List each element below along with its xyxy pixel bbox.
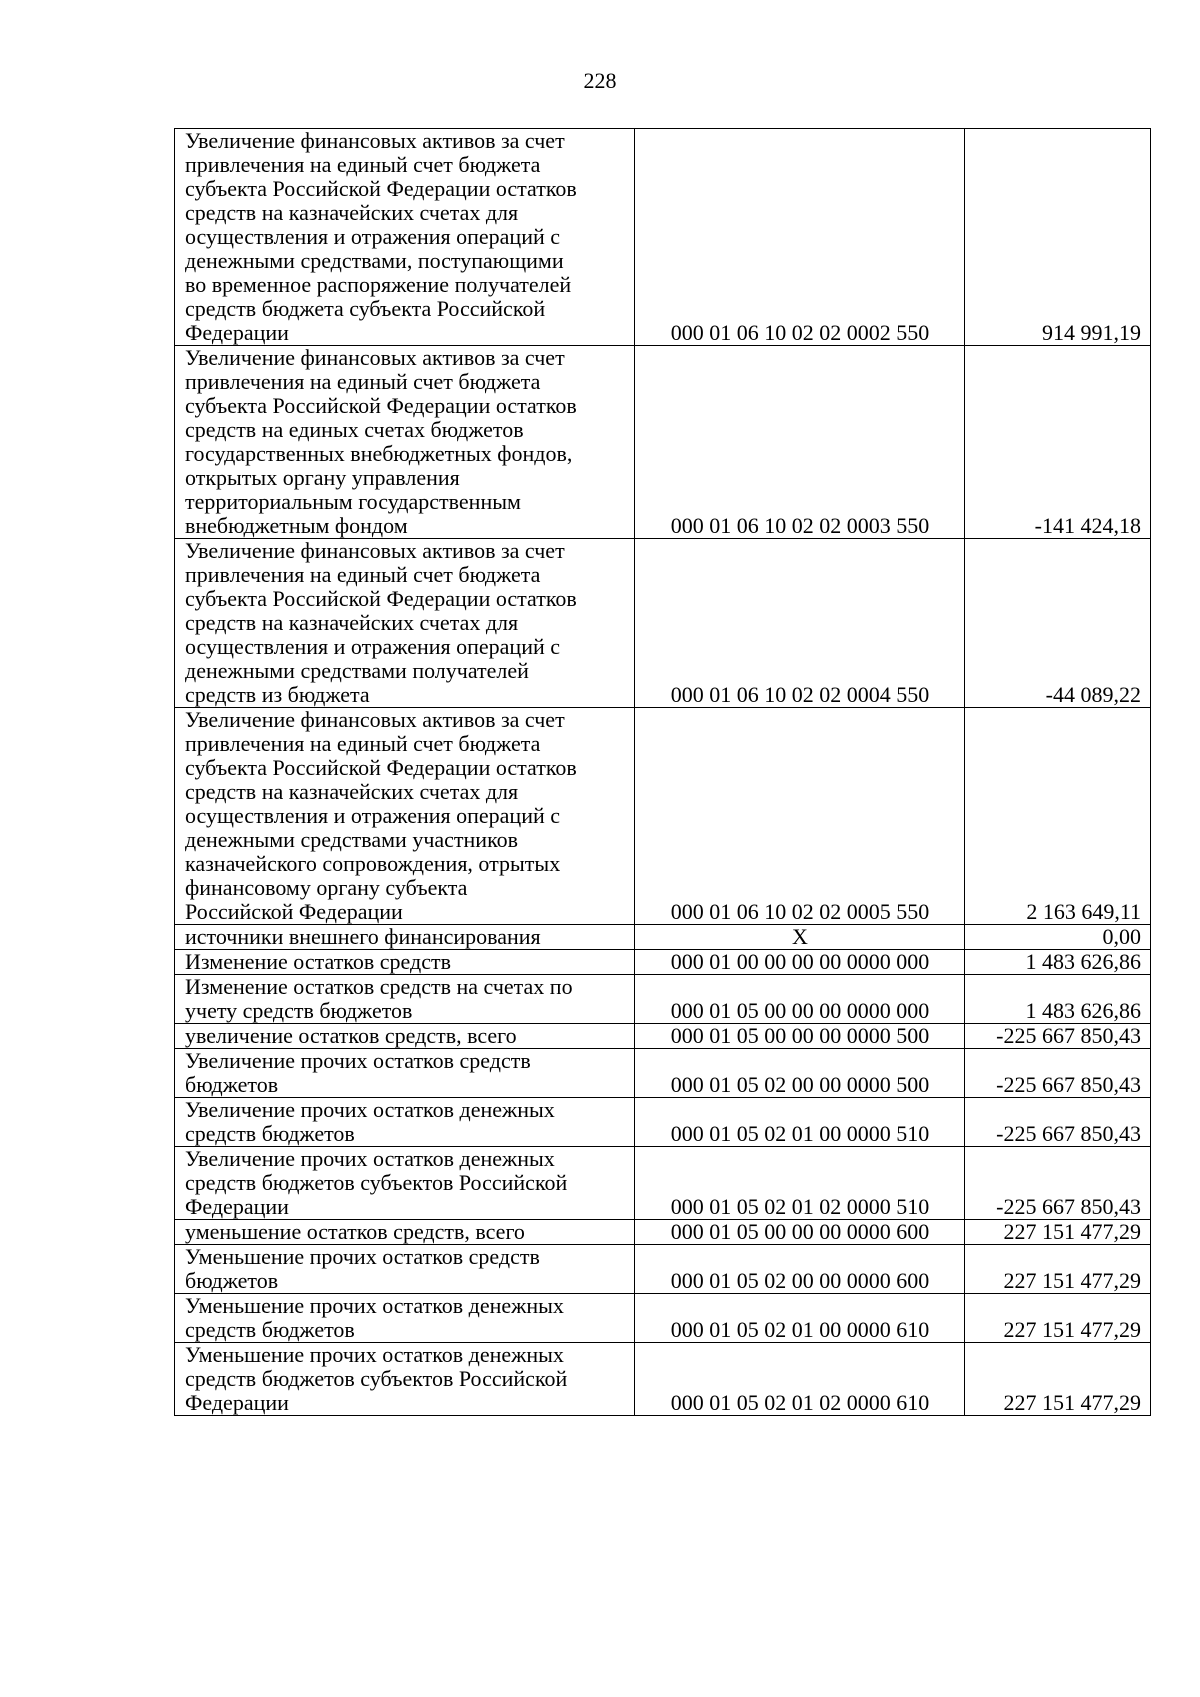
row-name: Уменьшение прочих остатков средств бюджетов <box>175 1245 635 1294</box>
row-code: 000 01 06 10 02 02 0003 550 <box>635 346 965 539</box>
table-row <box>175 950 1151 975</box>
row-name: Увеличение финансовых активов за счет привлечения на единый счет бюджета субъекта Российской Федерации остатков средств на казначейских счетах для осуществления и отражения операций с денежными средствами участников казначейского сопровождения, отрытых финансовому органу субъекта Российской Федерации <box>175 708 635 925</box>
table-row <box>175 1147 1151 1220</box>
row-name: Изменение остатков средств <box>175 950 635 975</box>
row-code: 000 01 05 00 00 00 0000 600 <box>635 1220 965 1245</box>
table-row <box>175 1343 1151 1416</box>
table-row <box>175 129 1151 346</box>
table-row <box>175 539 1151 708</box>
row-name: источники внешнего финансирования <box>175 925 635 950</box>
budget-sources-table <box>174 128 1151 1416</box>
row-sum: 0,00 <box>965 925 1151 950</box>
row-code: 000 01 05 02 00 00 0000 500 <box>635 1049 965 1098</box>
page-number: 228 <box>583 68 617 93</box>
row-name: Изменение остатков средств на счетах по учету средств бюджетов <box>175 975 635 1024</box>
row-code: 000 01 05 02 01 00 0000 510 <box>635 1098 965 1147</box>
row-sum: -225 667 850,43 <box>965 1049 1151 1098</box>
row-sum: 227 151 477,29 <box>965 1220 1151 1245</box>
row-name: Увеличение финансовых активов за счет привлечения на единый счет бюджета субъекта Российской Федерации остатков средств на казначейских счетах для осуществления и отражения операций с денежными средствами, поступающими во временное распоряжение получателей средств бюджета субъекта Российской Федерации <box>175 129 635 346</box>
row-sum: -44 089,22 <box>965 539 1151 708</box>
row-code: X <box>635 925 965 950</box>
table-row <box>175 925 1151 950</box>
row-sum: 2 163 649,11 <box>965 708 1151 925</box>
row-code: 000 01 06 10 02 02 0004 550 <box>635 539 965 708</box>
row-name: Увеличение финансовых активов за счет привлечения на единый счет бюджета субъекта Российской Федерации остатков средств на казначейских счетах для осуществления и отражения операций с денежными средствами получателей средств из бюджета <box>175 539 635 708</box>
row-sum: 227 151 477,29 <box>965 1245 1151 1294</box>
row-code: 000 01 05 00 00 00 0000 500 <box>635 1024 965 1049</box>
row-name: уменьшение остатков средств, всего <box>175 1220 635 1245</box>
table-row <box>175 1220 1151 1245</box>
table-body <box>175 129 1151 1416</box>
row-code: 000 01 06 10 02 02 0005 550 <box>635 708 965 925</box>
row-name: Уменьшение прочих остатков денежных средств бюджетов <box>175 1294 635 1343</box>
table-row <box>175 1294 1151 1343</box>
row-code: 000 01 05 02 01 00 0000 610 <box>635 1294 965 1343</box>
row-name: Увеличение прочих остатков денежных средств бюджетов <box>175 1098 635 1147</box>
row-name: Увеличение финансовых активов за счет привлечения на единый счет бюджета субъекта Российской Федерации остатков средств на единых счетах бюджетов государственных внебюджетных фондов, открытых органу управления территориальным государственным внебюджетным фондом <box>175 346 635 539</box>
table-row <box>175 1098 1151 1147</box>
table-row <box>175 346 1151 539</box>
row-sum: -225 667 850,43 <box>965 1147 1151 1220</box>
table-row <box>175 975 1151 1024</box>
row-code: 000 01 05 02 01 02 0000 510 <box>635 1147 965 1220</box>
row-name: увеличение остатков средств, всего <box>175 1024 635 1049</box>
table-row <box>175 1024 1151 1049</box>
row-sum: 1 483 626,86 <box>965 950 1151 975</box>
row-sum: 1 483 626,86 <box>965 975 1151 1024</box>
row-name: Уменьшение прочих остатков денежных средств бюджетов субъектов Российской Федерации <box>175 1343 635 1416</box>
table-row <box>175 1049 1151 1098</box>
table-row <box>175 1245 1151 1294</box>
row-code: 000 01 00 00 00 00 0000 000 <box>635 950 965 975</box>
row-sum: 914 991,19 <box>965 129 1151 346</box>
row-code: 000 01 05 02 00 00 0000 600 <box>635 1245 965 1294</box>
table-row <box>175 708 1151 925</box>
row-code: 000 01 06 10 02 02 0002 550 <box>635 129 965 346</box>
row-name: Увеличение прочих остатков денежных средств бюджетов субъектов Российской Федерации <box>175 1147 635 1220</box>
row-sum: -225 667 850,43 <box>965 1098 1151 1147</box>
row-code: 000 01 05 00 00 00 0000 000 <box>635 975 965 1024</box>
row-sum: -141 424,18 <box>965 346 1151 539</box>
row-sum: 227 151 477,29 <box>965 1294 1151 1343</box>
row-sum: -225 667 850,43 <box>965 1024 1151 1049</box>
row-code: 000 01 05 02 01 02 0000 610 <box>635 1343 965 1416</box>
row-sum: 227 151 477,29 <box>965 1343 1151 1416</box>
row-name: Увеличение прочих остатков средств бюджетов <box>175 1049 635 1098</box>
